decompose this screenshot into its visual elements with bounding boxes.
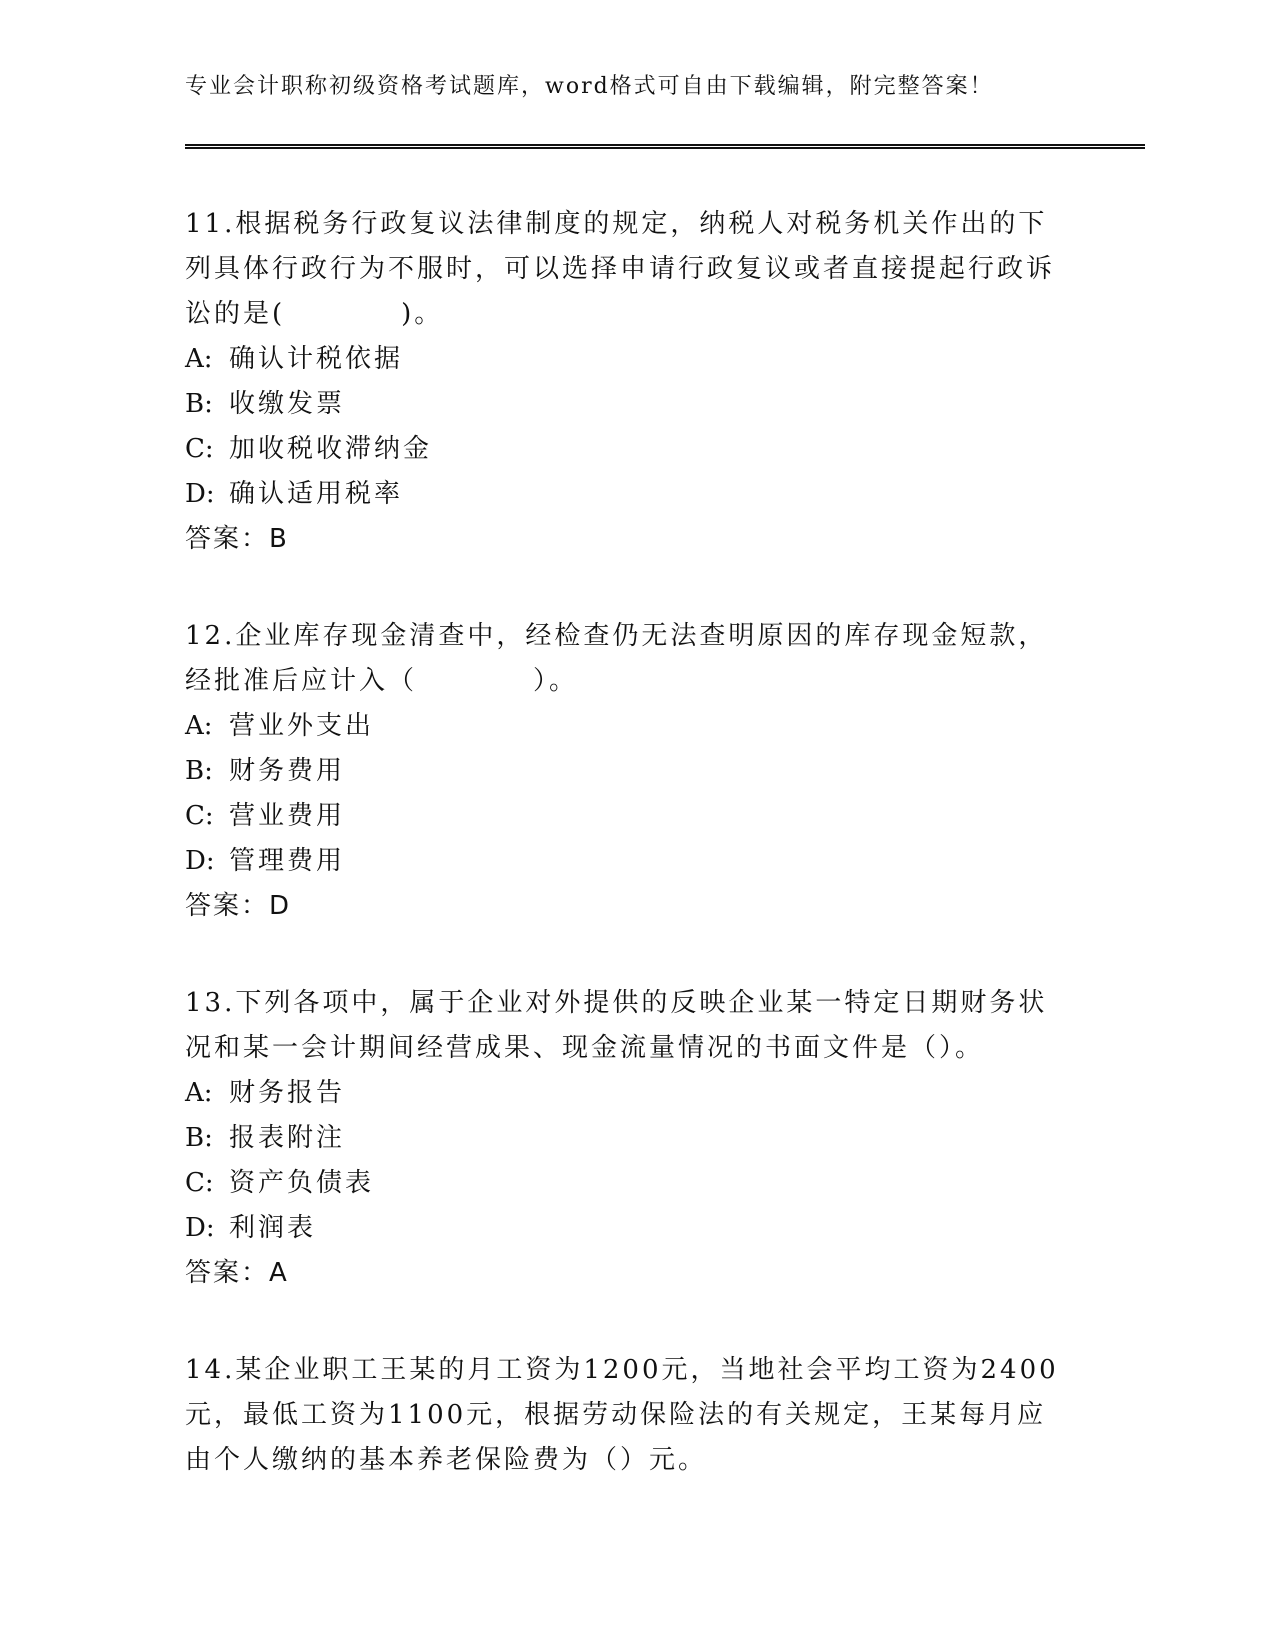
option-letter: B: [185,756,213,786]
question-13 [185,981,1065,1296]
answer-line: 答案：B [185,524,289,554]
option-letter: A: [185,344,213,374]
option-letter: A: [185,1078,213,1108]
option-letter: C: [185,1168,214,1198]
option-text: 资产负债表 [229,1168,375,1198]
option-text: 管理费用 [229,846,346,876]
option-text: 报表附注 [229,1123,346,1153]
option-text: 利润表 [229,1213,317,1243]
option-a [185,1071,1065,1116]
option-letter: D: [185,1213,215,1243]
header-divider [185,144,1145,149]
option-letter: B: [185,389,213,419]
option-text: 财务报告 [229,1078,346,1108]
option-c [185,1161,1065,1206]
option-a [185,704,1065,749]
page-header: 专业会计职称初级资格考试题库，word格式可自由下载编辑，附完整答案！ [185,74,994,99]
option-text: 营业费用 [229,801,346,831]
option-text: 营业外支出 [229,711,375,741]
option-letter: B: [185,1123,213,1153]
question-text: 13.下列各项中，属于企业对外提供的反映企业某一特定日期财务状况和某一会计期间经营成果、现金流量情况的书面文件是（）。 [185,988,1048,1063]
option-b [185,1116,1065,1161]
option-letter: D: [185,479,215,509]
option-b [185,382,1065,427]
option-letter: A: [185,711,213,741]
answer-line: 答案：A [185,1258,289,1288]
question-text: 14.某企业职工王某的月工资为1200元，当地社会平均工资为2400元，最低工资为1100元，根据劳动保险法的有关规定，王某每月应由个人缴纳的基本养老保险费为（）元。 [185,1355,1059,1475]
question-text: 11.根据税务行政复议法律制度的规定，纳税人对税务机关作出的下列具体行政行为不服时，可以选择申请行政复议或者直接提起行政诉讼的是( )。 [185,209,1056,329]
answer-line: 答案：D [185,891,292,921]
option-text: 确认适用税率 [229,479,404,509]
option-text: 收缴发票 [229,389,346,419]
option-d [185,839,1065,884]
option-text: 确认计税依据 [229,344,404,374]
option-letter: C: [185,434,214,464]
question-11 [185,202,1065,562]
option-letter: C: [185,801,214,831]
option-d [185,472,1065,517]
option-c [185,427,1065,472]
question-14 [185,1348,1065,1483]
option-a [185,337,1065,382]
option-b [185,749,1065,794]
question-12 [185,614,1065,929]
question-list [185,202,1065,1535]
option-text: 财务费用 [229,756,346,786]
option-letter: D: [185,846,215,876]
option-d [185,1206,1065,1251]
question-text: 12.企业库存现金清查中，经检查仍无法查明原因的库存现金短款，经批准后应计入（ ）。 [185,621,1048,696]
option-c [185,794,1065,839]
option-text: 加收税收滞纳金 [229,434,433,464]
